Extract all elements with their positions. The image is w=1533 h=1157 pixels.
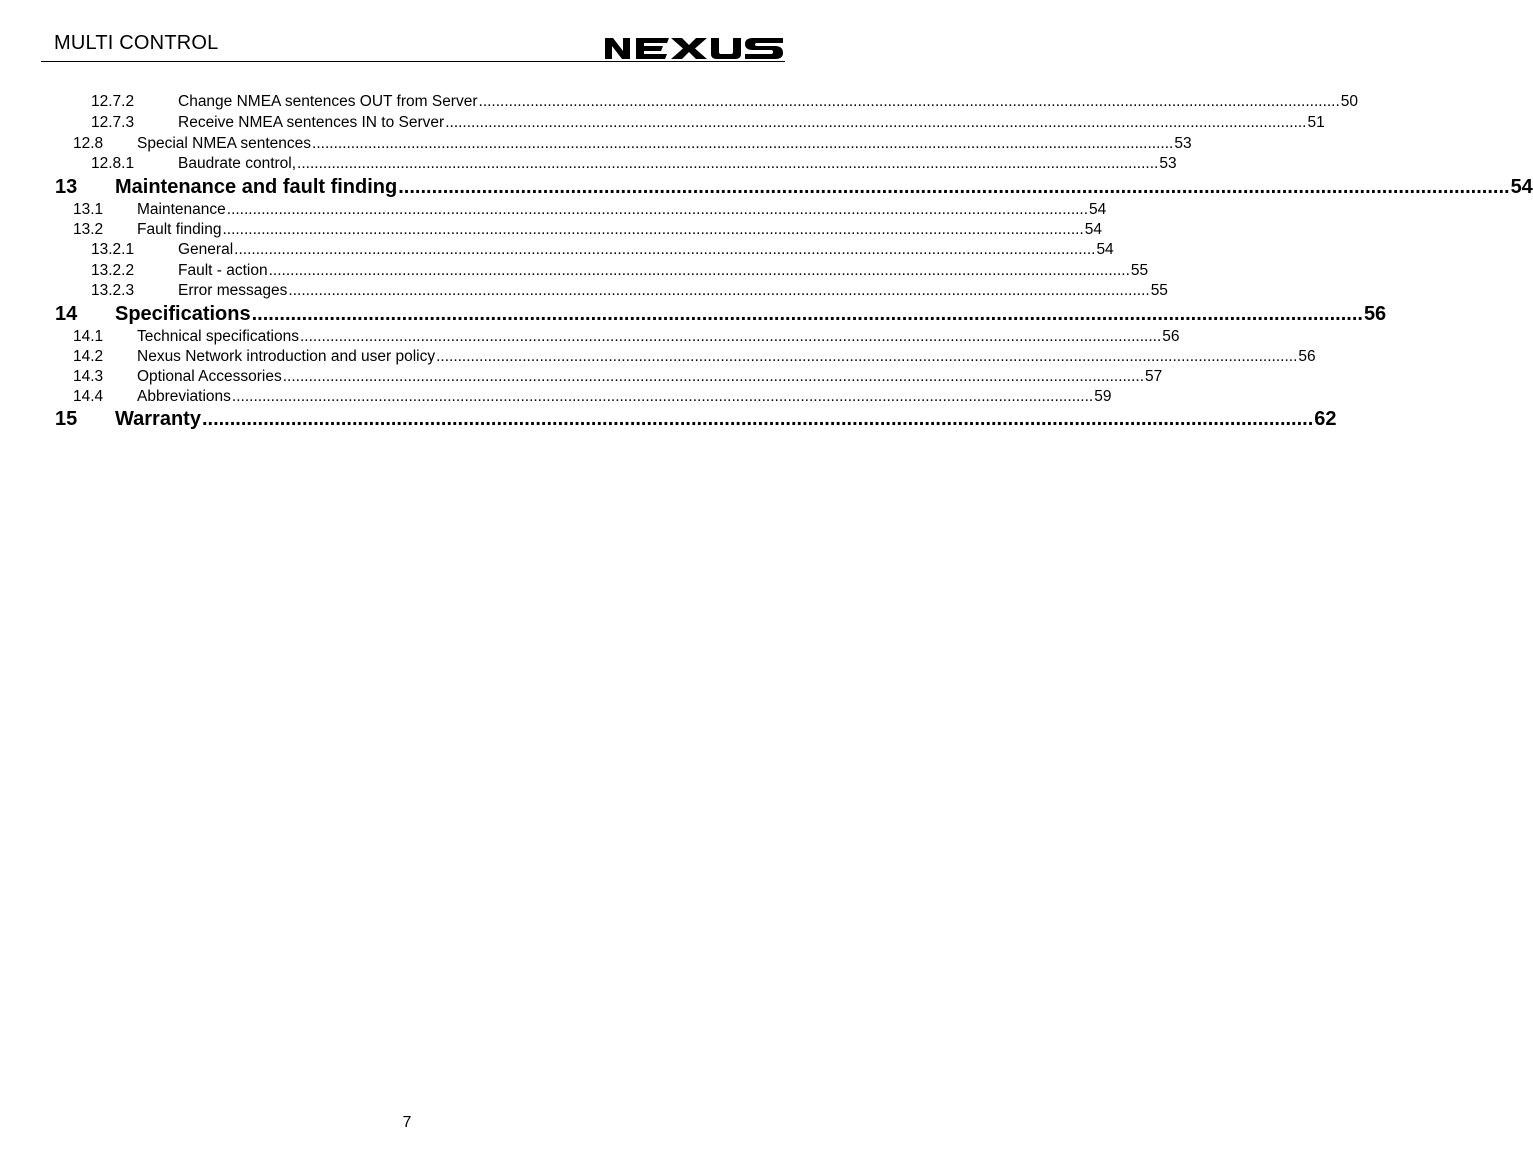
toc-entry-title: General xyxy=(178,241,234,258)
toc-entry[interactable] xyxy=(0,221,1102,241)
toc-entry-page: 56 xyxy=(1162,328,1180,345)
toc-chapter-entry[interactable] xyxy=(0,176,1533,200)
toc-leader-dots: ........................................................................................................................................................................................................ xyxy=(234,241,1096,258)
toc-entry-page: 51 xyxy=(1307,114,1325,131)
toc-entry-page: 54 xyxy=(1096,241,1114,258)
toc-chapter-entry[interactable] xyxy=(0,303,1387,327)
toc-entry-page: 53 xyxy=(1159,155,1177,172)
toc-entry[interactable] xyxy=(0,155,1177,175)
toc-entry-title: Nexus Network introduction and user policy xyxy=(137,348,436,365)
toc-entry-title: Maintenance and fault finding xyxy=(115,176,398,198)
toc-entry-page: 54 xyxy=(1089,201,1107,218)
toc-entry-page: 62 xyxy=(1314,408,1337,430)
toc-entry-number: 13.2.3 xyxy=(91,282,135,299)
toc-entry-title: Error messages xyxy=(178,282,288,299)
toc-entry-page: 53 xyxy=(1174,135,1192,152)
toc-entry-number: 13.2.1 xyxy=(91,241,135,258)
toc-leader-dots: ........................................................................................................................................................................................................ xyxy=(268,262,1130,279)
toc-entry-page: 57 xyxy=(1145,368,1163,385)
toc-entry-title: Technical specifications xyxy=(137,328,299,345)
toc-leader-dots: ........................................................................................................................................................................................................ xyxy=(445,114,1307,131)
toc-entry[interactable] xyxy=(0,348,1316,368)
toc-leader-dots: ........................................................................................................................................................................................................ xyxy=(299,328,1162,345)
toc-entry-number: 14.4 xyxy=(73,388,104,405)
toc-entry[interactable] xyxy=(0,201,1107,221)
toc-chapter-entry[interactable] xyxy=(0,408,1337,432)
toc-entry-title: Fault - action xyxy=(178,262,268,279)
toc-leader-dots: ........................................................................................................................................................................................................ xyxy=(282,368,1145,385)
toc-entry[interactable] xyxy=(0,388,1112,408)
toc-leader-dots: ........................................................................................................................................................................................................ xyxy=(312,135,1174,152)
toc-entry-page: 56 xyxy=(1363,303,1387,325)
toc-leader-dots: ........................................................................................................................................................................................................ xyxy=(398,176,1510,198)
toc-entry[interactable] xyxy=(0,282,1168,302)
toc-entry-title: Baudrate control, xyxy=(178,155,297,172)
toc-leader-dots: ........................................................................................................................................................................................................ xyxy=(231,388,1094,405)
toc-entry-title: Specifications xyxy=(115,303,251,325)
toc-entry-number: 12.8.1 xyxy=(91,155,135,172)
toc-entry-number: 13.2.2 xyxy=(91,262,135,279)
toc-entry-number: 13.1 xyxy=(73,201,104,218)
toc-entry-number: 15 xyxy=(55,408,78,430)
header-divider xyxy=(41,61,785,62)
document-header-title: MULTI CONTROL xyxy=(54,32,219,54)
toc-leader-dots: ........................................................................................................................................................................................................ xyxy=(222,221,1084,238)
toc-entry-page: 50 xyxy=(1340,93,1359,110)
toc-entry[interactable] xyxy=(0,328,1180,348)
toc-entry-page: 55 xyxy=(1150,282,1168,299)
toc-leader-dots: ........................................................................................................................................................................................................ xyxy=(297,155,1159,172)
toc-leader-dots: ........................................................................................................................................................................................................ xyxy=(201,408,1314,430)
nexus-logo xyxy=(603,35,785,61)
toc-entry[interactable] xyxy=(0,368,1163,388)
toc-entry-number: 13 xyxy=(55,176,78,198)
toc-leader-dots: ........................................................................................................................................................................................................ xyxy=(436,348,1298,365)
toc-entry-number: 12.7.3 xyxy=(91,114,135,131)
toc-entry[interactable] xyxy=(0,114,1325,134)
toc-entry-number: 14 xyxy=(55,303,78,325)
toc-entry-number: 12.8 xyxy=(73,135,104,152)
toc-entry-title: Optional Accessories xyxy=(137,368,282,385)
toc-entry-title: Change NMEA sentences OUT from Server xyxy=(178,93,478,110)
toc-entry[interactable] xyxy=(0,93,1359,113)
toc-leader-dots: ........................................................................................................................................................................................................ xyxy=(251,303,1363,325)
toc-entry-title: Receive NMEA sentences IN to Server xyxy=(178,114,445,131)
toc-entry-page: 54 xyxy=(1084,221,1102,238)
toc-leader-dots: ........................................................................................................................................................................................................ xyxy=(478,93,1340,110)
toc-entry-page: 54 xyxy=(1510,176,1533,198)
toc-entry-number: 13.2 xyxy=(73,221,104,238)
toc-entry-number: 14.1 xyxy=(73,328,104,345)
toc-entry-number: 12.7.2 xyxy=(91,93,135,110)
toc-entry-title: Special NMEA sentences xyxy=(137,135,312,152)
toc-entry-page: 55 xyxy=(1130,262,1149,279)
toc-entry[interactable] xyxy=(0,262,1149,282)
toc-entry[interactable] xyxy=(0,135,1192,155)
toc-entry-title: Warranty xyxy=(115,408,201,430)
toc-entry-title: Fault finding xyxy=(137,221,222,238)
toc-leader-dots: ........................................................................................................................................................................................................ xyxy=(226,201,1089,218)
toc-leader-dots: ........................................................................................................................................................................................................ xyxy=(288,282,1150,299)
toc-entry-number: 14.3 xyxy=(73,368,104,385)
toc-entry-number: 14.2 xyxy=(73,348,104,365)
toc-entry[interactable] xyxy=(0,241,1114,261)
toc-entry-title: Maintenance xyxy=(137,201,226,218)
toc-entry-page: 59 xyxy=(1094,388,1112,405)
toc-entry-title: Abbreviations xyxy=(137,388,231,405)
toc-entry-page: 56 xyxy=(1298,348,1316,365)
page-number: 7 xyxy=(402,1114,412,1131)
